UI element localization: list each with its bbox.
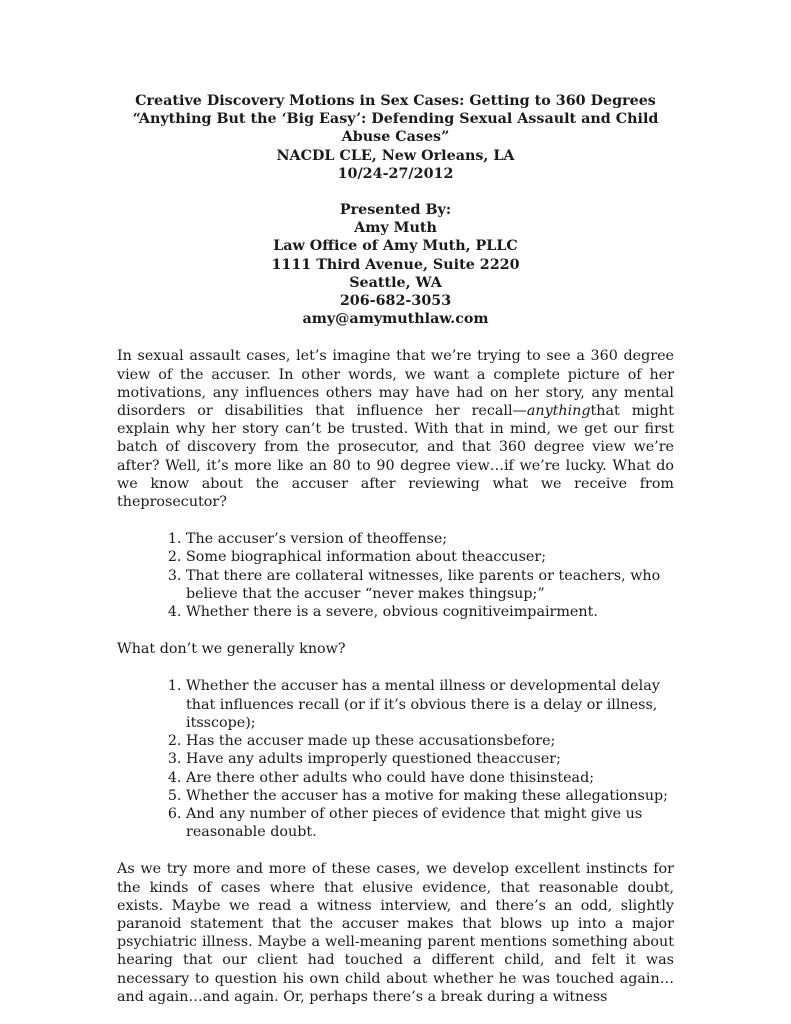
closing-paragraph: As we try more and more of these cases, we develop excellent instincts for the kinds of cases where that elusive evidence, that reasonable doubt, exists. Maybe we read a witness interview, and there’s an odd, slightly paranoid statement that the accuser makes that blows up into a major psychiatric illness. Maybe a well-meaning parent mentions something about hearing that our client had touched a different child, and felt it was necessary to question his own child about whether he was touched again…and again…and again. Or, perhaps there’s a break during a witness: [117, 861, 674, 1005]
list-item: 2. Some biographical information about theaccuser;: [186, 548, 674, 566]
event-location: NACDL CLE, New Orleans, LA: [276, 147, 515, 164]
presented-by-label: Presented By:: [339, 202, 452, 219]
question-paragraph: What don’t we generally know?: [117, 641, 346, 658]
event-date: 10/24-27/2012: [337, 165, 454, 182]
list-item: 2. Has the accuser made up these accusationsbefore;: [186, 732, 674, 750]
list-item: 3. Have any adults improperly questioned theaccuser;: [186, 750, 674, 768]
intro-emphasis: anything: [526, 403, 591, 420]
intro-text-part1: In sexual assault cases, let’s imagine that we’re trying to see a 360 degree view of the accuser. In other words, we want a complete picture of her motivations, any influences others may have had on her story, any mental disorders or disabilities that influence her recall—: [117, 348, 674, 420]
known-list-wrapper: [117, 530, 674, 621]
document-title: Creative Discovery Motions in Sex Cases: Getting to 360 Degrees: [135, 93, 656, 109]
known-list: [117, 530, 674, 621]
document-page: [117, 92, 674, 1006]
list-item: 1. Whether the accuser has a mental illness or developmental delay that influences recall (or if it’s obvious there is a delay or illness, itsscope);: [186, 677, 674, 732]
document-header: [117, 92, 674, 328]
presenter-city: Seattle, WA: [349, 274, 442, 291]
list-item: 6. And any number of other pieces of evidence that might give us reasonable doubt.: [186, 805, 674, 841]
presenter-email: amy@amymuthlaw.com: [302, 311, 489, 328]
presenter-phone: 206-682-3053: [339, 293, 452, 310]
list-item: 5. Whether the accuser has a motive for making these allegationsup;: [186, 787, 674, 805]
document-subtitle: “Anything But the ‘Big Easy’: Defending Sexual Assault and Child Abuse Cases”: [132, 111, 659, 146]
intro-paragraph: [117, 347, 674, 511]
presenter-firm: Law Office of Amy Muth, PLLC: [273, 238, 518, 255]
unknown-list-wrapper: [117, 677, 674, 841]
presenter-name: Amy Muth: [354, 220, 437, 237]
header-spacer: [117, 183, 674, 201]
list-item: 4. Whether there is a severe, obvious cognitiveimpairment.: [186, 603, 674, 621]
presenter-address: 1111 Third Avenue, Suite 2220: [271, 256, 520, 273]
intro-text-part2: that might explain why her story can’t be trusted. With that in mind, we get our first batch of discovery from the prosecutor, and that 360 degree view we’re after? Well, it’s more like an 80 to 90 degree view…if we’re lucky. What do we know about the accuser after reviewing what we receive from theprosecutor?: [117, 403, 674, 511]
unknown-list: [117, 677, 674, 841]
list-item: 4. Are there other adults who could have done thisinstead;: [186, 769, 674, 787]
list-item: 1. The accuser’s version of theoffense;: [186, 530, 674, 548]
list-item: 3. That there are collateral witnesses, like parents or teachers, who believe that the accuser “never makes thingsup;”: [186, 567, 674, 603]
